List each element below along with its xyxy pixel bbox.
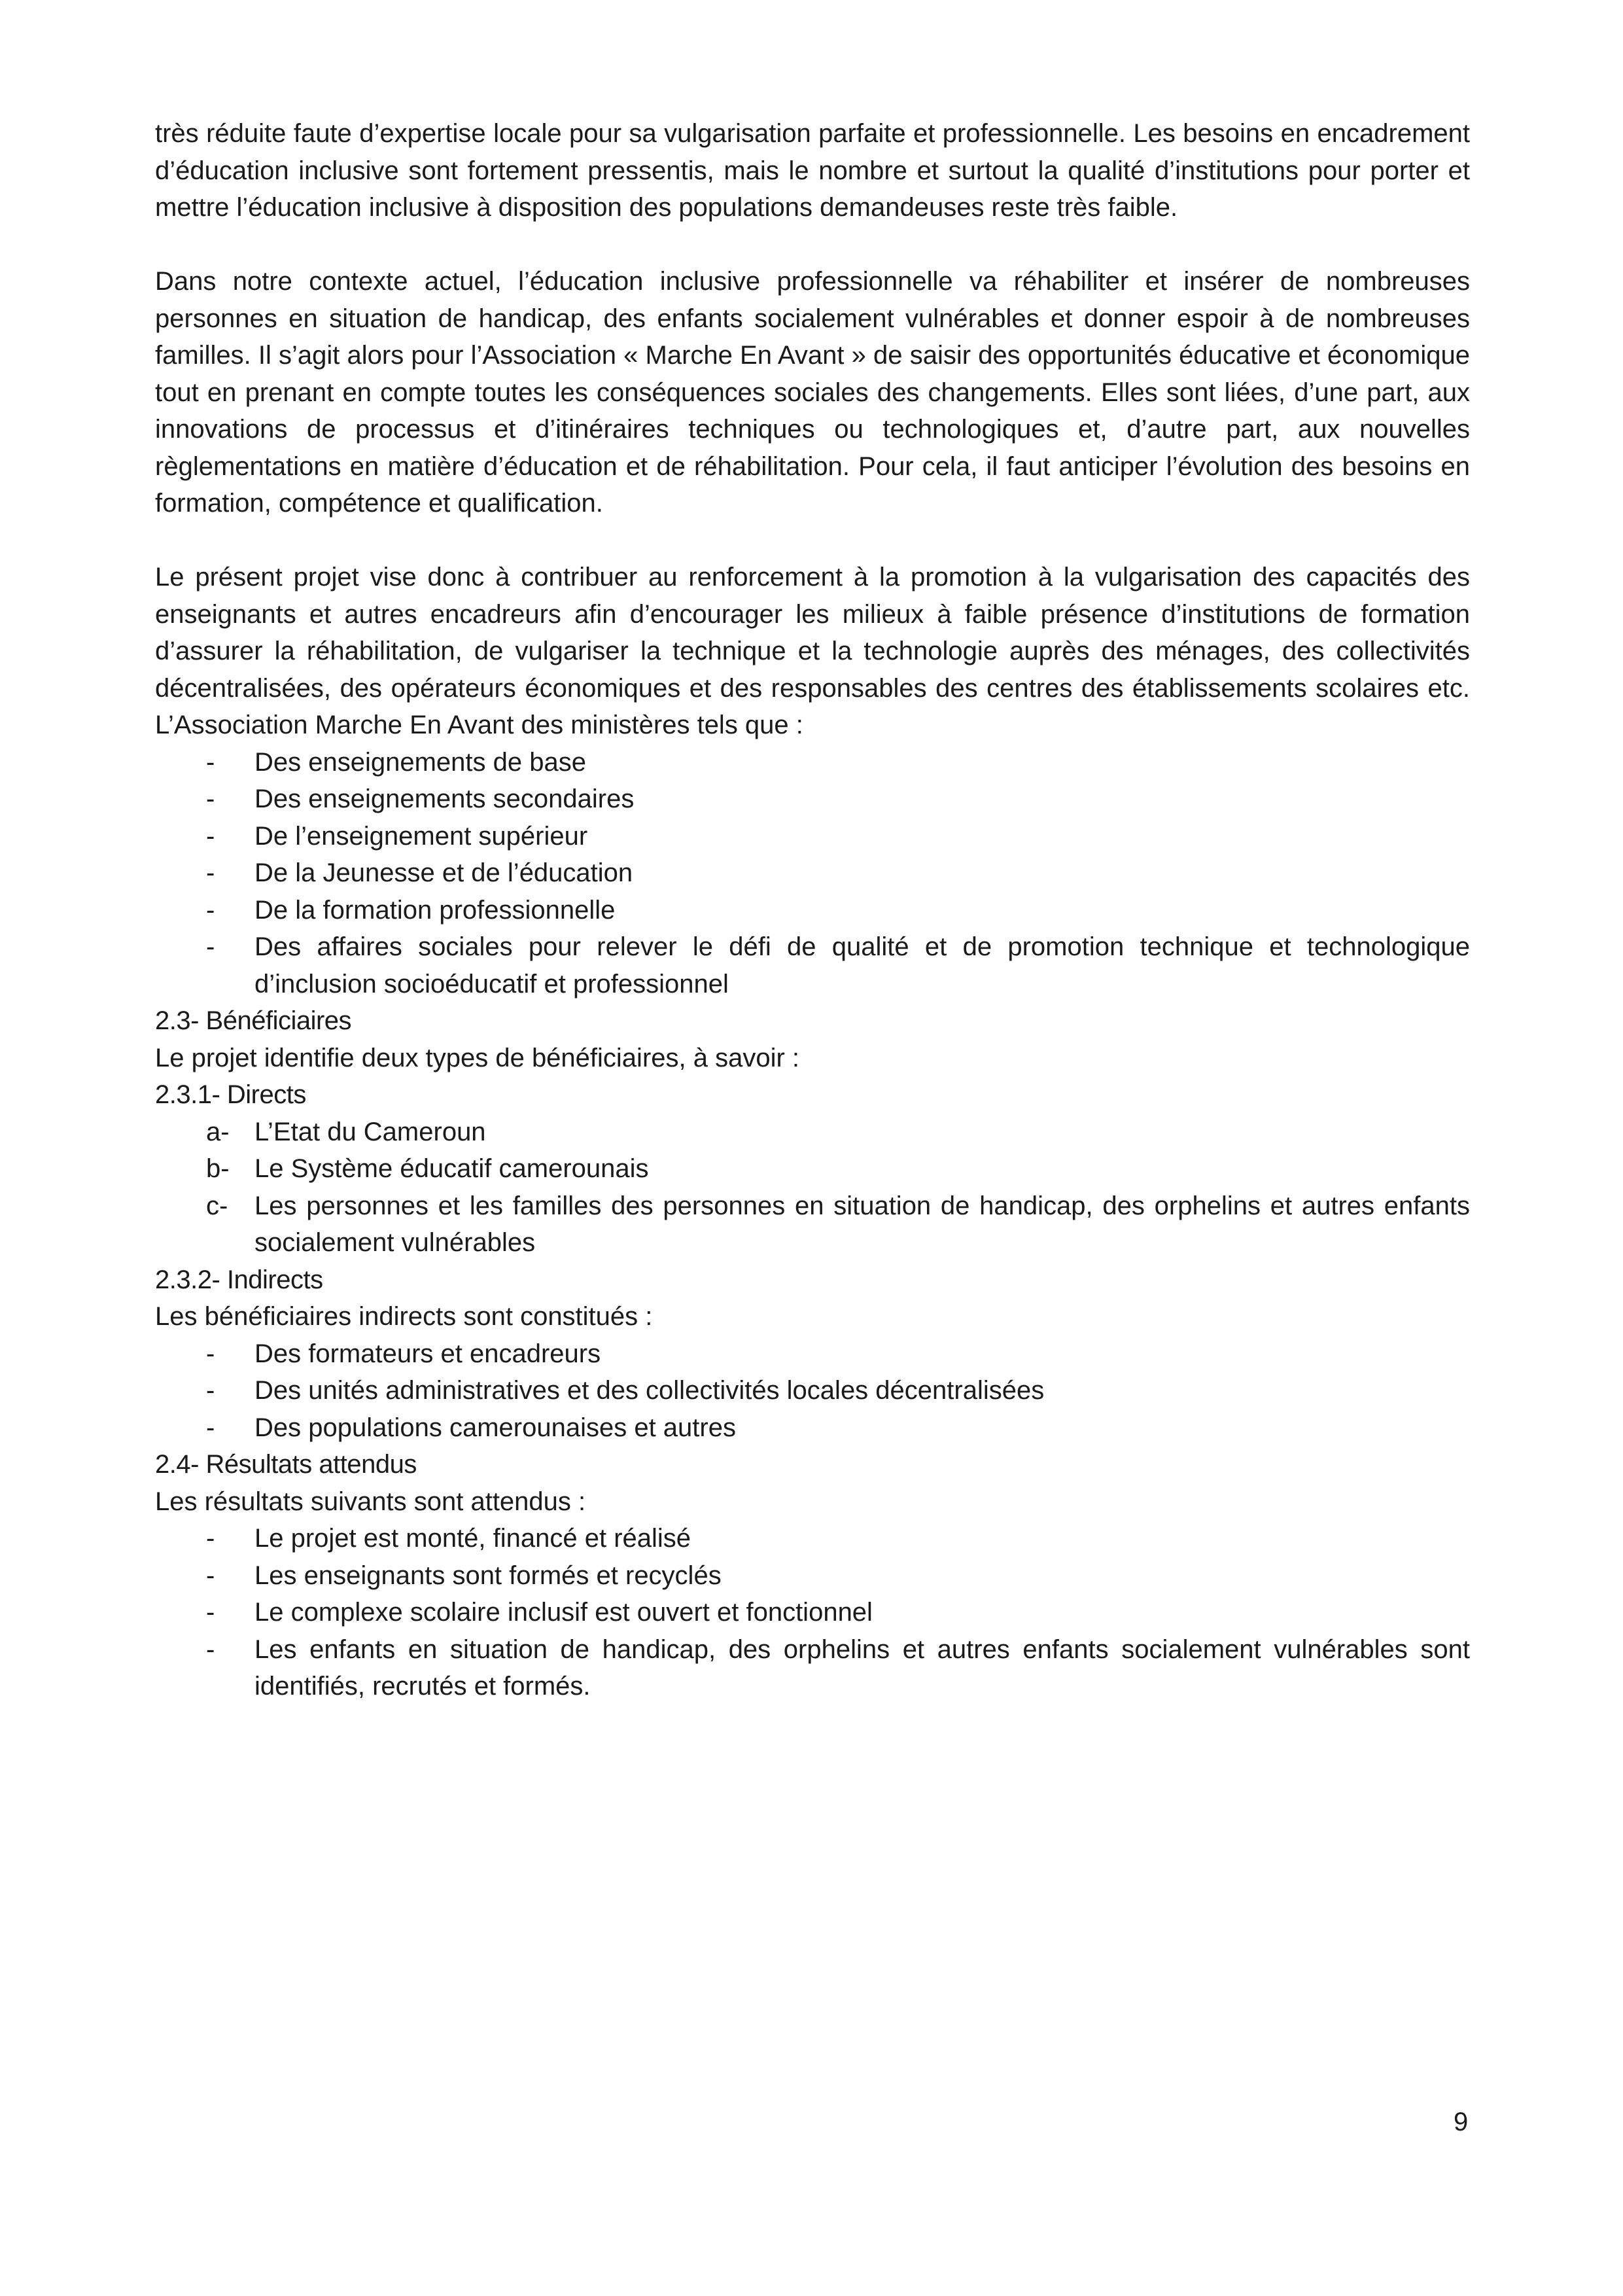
list-item-text: Le Système éducatif camerounais (254, 1154, 649, 1183)
list-marker: - (206, 1413, 215, 1442)
list-item-text: Le projet est monté, financé et réalisé (254, 1524, 691, 1553)
paragraph-indirects-intro: Les bénéficiaires indirects sont constitués : (155, 1302, 653, 1331)
list-marker: - (206, 1376, 215, 1405)
list-item-text: Les personnes et les familles des personnes en situation de handicap, des orphelins et autres enfants socialement vulnérables (254, 1191, 1470, 1257)
list-item-text: Les enfants en situation de handicap, des orphelins et autres enfants socialement vulnérables sont identifiés, recrutés et formés. (254, 1634, 1470, 1701)
list-item (155, 1188, 1470, 1262)
paragraph-education-inclusive-context: très réduite faute d’expertise locale pour sa vulgarisation parfaite et professionnelle. Les besoins en encadrement d’éducation inclusive sont fortement pressentis, mais le nombre et surtout la qualité d’institutions pour porter et mettre l’éducation inclusive à disposition des populations demandeuses reste très faible. (155, 119, 1470, 222)
list-item-text: Les enseignants sont formés et recyclés (254, 1561, 722, 1590)
indirects-list (155, 1335, 1470, 1447)
list-item (155, 1557, 1470, 1595)
list-marker: b- (206, 1154, 230, 1183)
list-item (155, 1372, 1470, 1409)
list-marker: - (206, 858, 215, 887)
list-item-text: De la Jeunesse et de l’éducation (254, 858, 633, 887)
list-item-text: Des enseignements secondaires (254, 785, 635, 813)
list-item-text: Des unités administratives et des collectivités locales décentralisées (254, 1376, 1045, 1405)
paragraph-project-aim: Le présent projet vise donc à contribuer au renforcement à la promotion à la vulgarisation des capacités des enseignants et autres encadreurs afin d’encourager les milieux à faible présence d’institutions de formation d’assurer la réhabilitation, de vulgariser la technique et la technologie auprès des ménages, des collectivités décentralisées, des opérateurs économiques et des responsables des centres des établissements scolaires etc. L’Association Marche En Avant des ministères tels que : (155, 563, 1470, 739)
list-item-text: L’Etat du Cameroun (254, 1117, 486, 1146)
list-marker: a- (206, 1117, 230, 1146)
list-marker: - (206, 895, 215, 925)
list-marker: - (206, 1339, 215, 1368)
list-item (155, 928, 1470, 1002)
list-marker: - (206, 1598, 215, 1627)
list-marker: - (206, 785, 215, 813)
list-item (155, 781, 1470, 818)
ministries-list (155, 744, 1470, 1003)
list-item (155, 1150, 1470, 1188)
paragraph-beneficiaires-intro: Le projet identifie deux types de bénéficiaires, à savoir : (155, 1043, 800, 1072)
list-item (155, 744, 1470, 781)
list-item (155, 1520, 1470, 1557)
section-heading-directs: 2.3.1- Directs (155, 1080, 306, 1109)
section-heading-indirects: 2.3.2- Indirects (155, 1265, 323, 1294)
paragraph-resultats-intro: Les résultats suivants sont attendus : (155, 1487, 586, 1516)
list-item (155, 1594, 1470, 1631)
list-marker: - (206, 1561, 215, 1590)
page-number: 9 (1454, 2108, 1469, 2136)
directs-list (155, 1114, 1470, 1262)
list-item-text: Le complexe scolaire inclusif est ouvert et fonctionnel (254, 1598, 873, 1627)
list-item (155, 1409, 1470, 1447)
list-item-text: De la formation professionnelle (254, 895, 616, 925)
list-marker: c- (206, 1191, 228, 1220)
list-marker: - (206, 747, 215, 777)
list-item-text: Des populations camerounaises et autres (254, 1413, 736, 1442)
list-marker: - (206, 821, 215, 851)
list-item (155, 1114, 1470, 1151)
list-item-text: Des formateurs et encadreurs (254, 1339, 601, 1368)
list-marker: - (206, 1524, 215, 1553)
list-item (155, 1335, 1470, 1373)
list-item (155, 892, 1470, 929)
list-item-text: Des affaires sociales pour relever le défi de qualité et de promotion technique et technologique d’inclusion socioéducatif et professionnel (254, 932, 1470, 998)
list-marker: - (206, 932, 215, 961)
resultats-list (155, 1520, 1470, 1705)
list-item (155, 1631, 1470, 1705)
document-page (155, 115, 1470, 1705)
list-marker: - (206, 1634, 215, 1664)
paragraph-current-context: Dans notre contexte actuel, l’éducation inclusive professionnelle va réhabiliter et insérer de nombreuses personnes en situation de handicap, des enfants socialement vulnérables et donner espoir à de nombreuses familles. Il s’agit alors pour l’Association « Marche En Avant » de saisir des opportunités éducative et économique tout en prenant en compte toutes les conséquences sociales des changements. Elles sont liées, d’une part, aux innovations de processus et d’itinéraires techniques ou technologiques et, d’autre part, aux nouvelles règlementations en matière d’éducation et de réhabilitation. Pour cela, il faut anticiper l’évolution des besoins en formation, compétence et qualification. (155, 267, 1470, 518)
list-item-text: Des enseignements de base (254, 747, 586, 777)
list-item (155, 818, 1470, 855)
section-heading-resultats: 2.4- Résultats attendus (155, 1450, 417, 1479)
list-item (155, 855, 1470, 892)
section-heading-beneficiaires: 2.3- Bénéficiaires (155, 1006, 352, 1035)
list-item-text: De l’enseignement supérieur (254, 821, 588, 851)
